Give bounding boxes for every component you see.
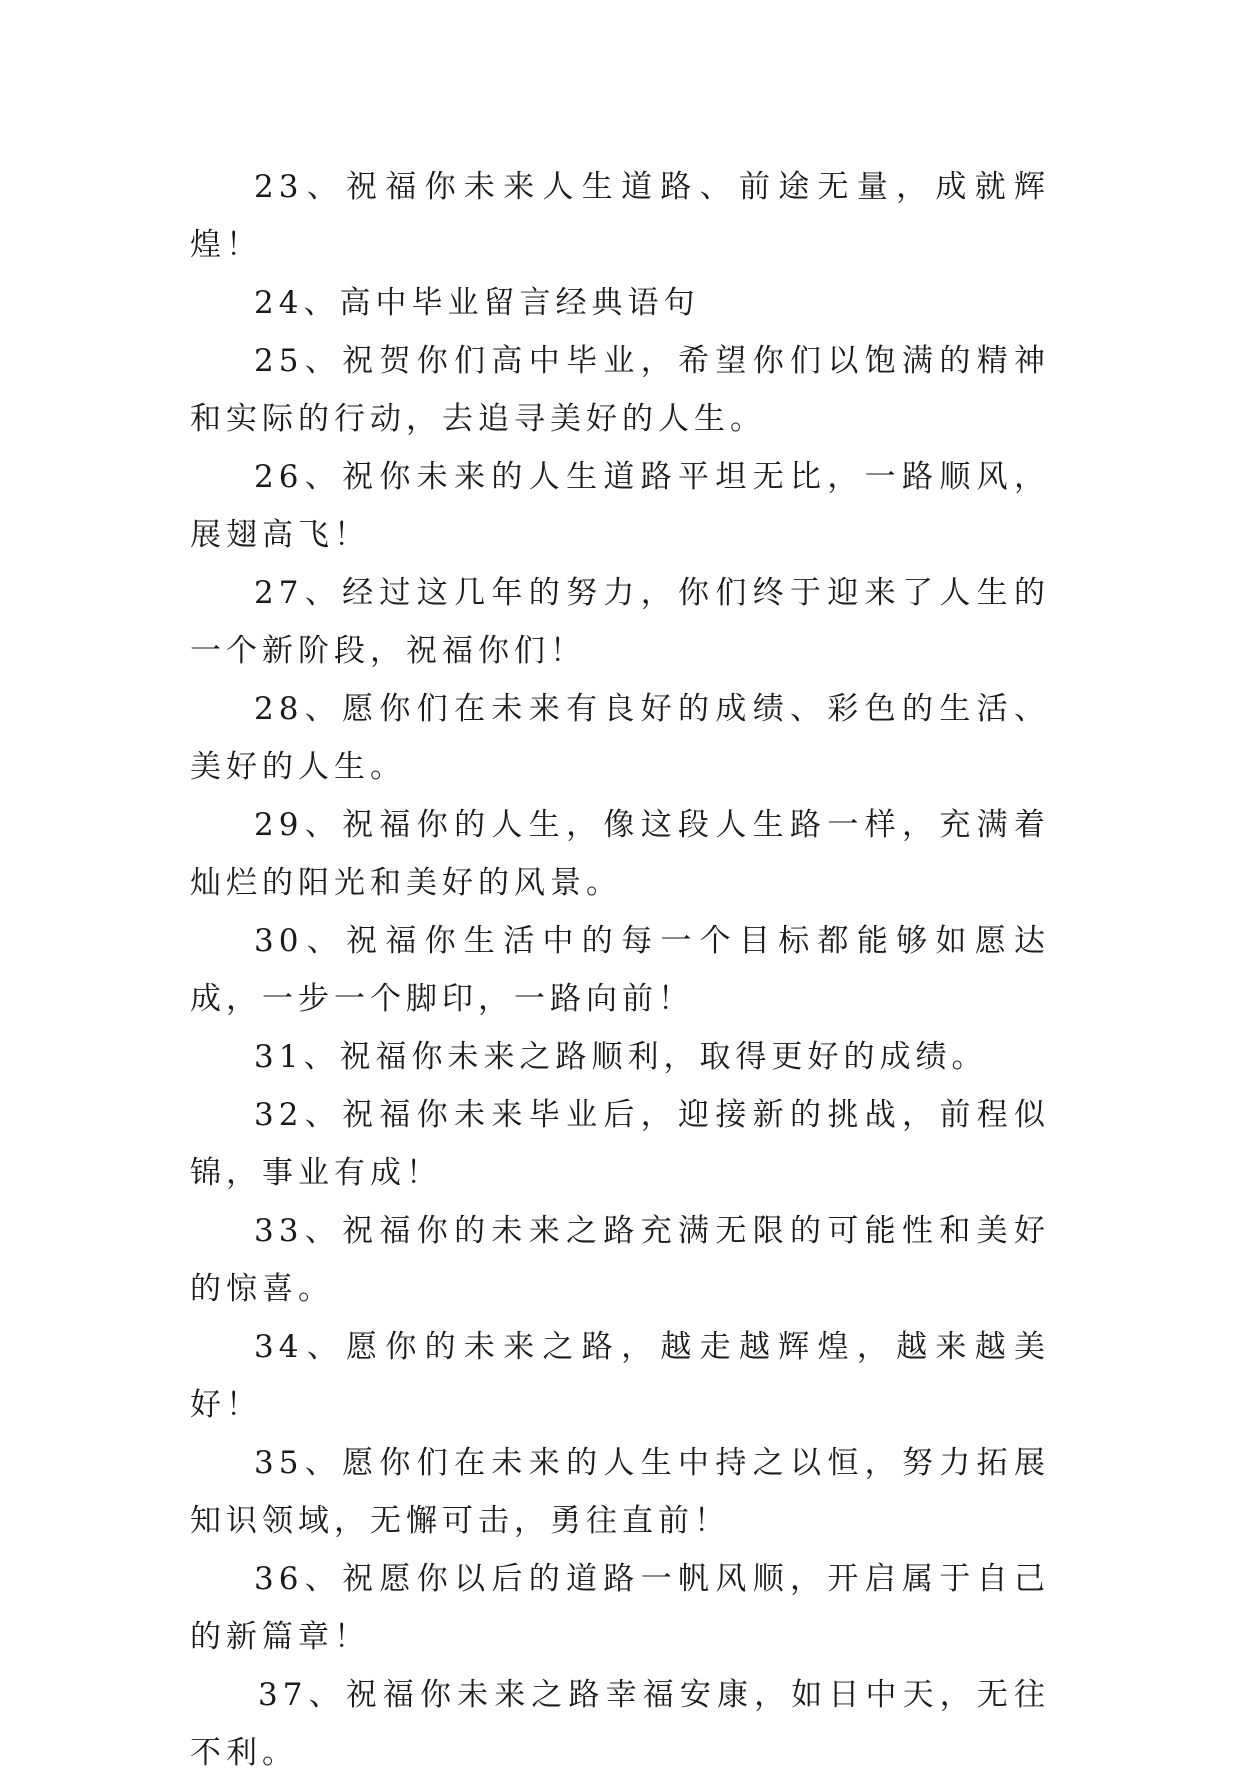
- paragraph-33: 33、祝福你的未来之路充满无限的可能性和美好的惊喜。: [190, 1213, 1050, 1307]
- paragraph-29: 29、祝福你的人生，像这段人生路一样，充满着灿烂的阳光和美好的风景。: [190, 807, 1050, 901]
- document-body: [190, 158, 1050, 1782]
- paragraph-28: 28、愿你们在未来有良好的成绩、彩色的生活、美好的人生。: [190, 691, 1050, 785]
- paragraph-26: 26、祝你未来的人生道路平坦无比，一路顺风，展翅高飞！: [190, 459, 1050, 553]
- paragraph-23: 23、祝福你未来人生道路、前途无量，成就辉煌！: [190, 169, 1050, 263]
- paragraph-25: 25、祝贺你们高中毕业，希望你们以饱满的精神和实际的行动，去追寻美好的人生。: [190, 343, 1050, 437]
- paragraph-31: 31、祝福你未来之路顺利，取得更好的成绩。: [254, 1039, 988, 1075]
- paragraph-36: 36、祝愿你以后的道路一帆风顺，开启属于自己的新篇章！: [190, 1561, 1050, 1655]
- paragraph-24: 24、高中毕业留言经典语句: [254, 285, 700, 321]
- paragraph-27: 27、经过这几年的努力，你们终于迎来了人生的一个新阶段，祝福你们！: [190, 575, 1050, 669]
- paragraph-30: 30、祝福你生活中的每一个目标都能够如愿达成，一步一个脚印，一路向前！: [190, 923, 1050, 1017]
- paragraph-32: 32、祝福你未来毕业后，迎接新的挑战，前程似锦，事业有成！: [190, 1097, 1050, 1191]
- paragraph-34: 34、愿你的未来之路，越走越辉煌，越来越美好！: [190, 1329, 1050, 1423]
- paragraph-35: 35、愿你们在未来的人生中持之以恒，努力拓展知识领域，无懈可击，勇往直前！: [190, 1445, 1050, 1539]
- paragraph-37: 37、祝福你未来之路幸福安康，如日中天，无往不利。: [190, 1677, 1050, 1771]
